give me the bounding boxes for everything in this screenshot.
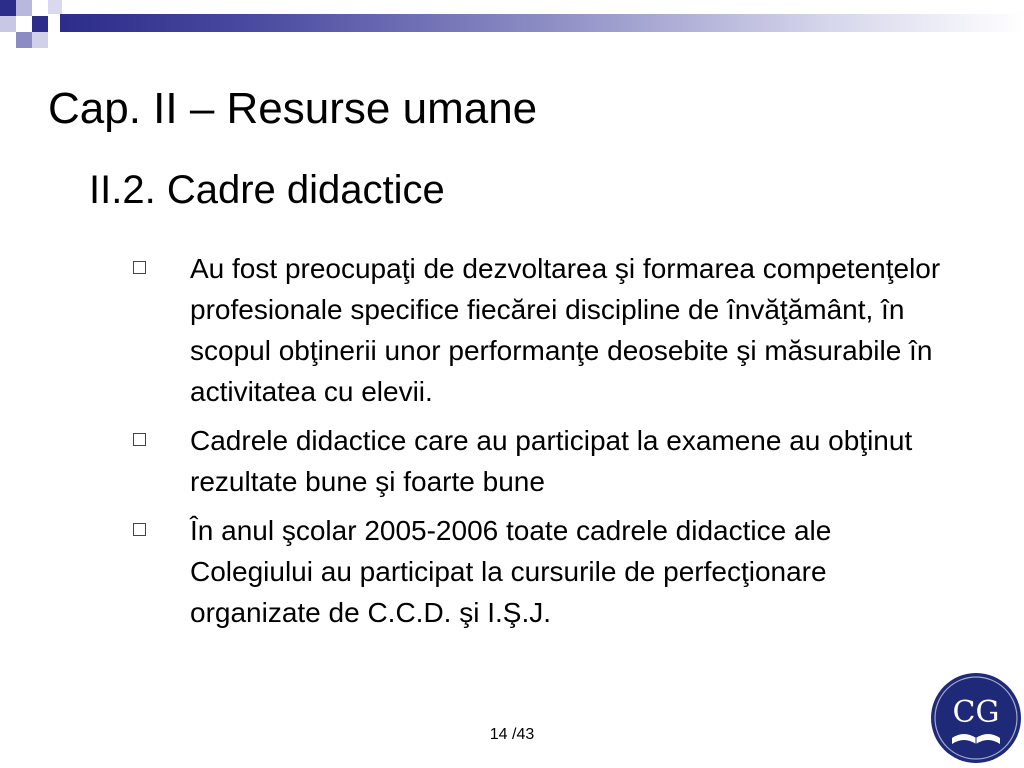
decor-square: [16, 32, 32, 48]
list-item: [130, 420, 960, 502]
gradient-bar: [60, 14, 1024, 32]
list-item: [130, 510, 960, 633]
college-logo-icon: [930, 672, 1022, 764]
square-bullet-icon: [133, 261, 146, 274]
logo-monogram: CG: [952, 695, 1000, 730]
decor-square: [0, 0, 16, 16]
bullet-text: În anul şcolar 2005-2006 toate cadrele didactice ale Colegiului au participat la cursurile de perfecţionare organizate de C.C.D. şi I.Ş.J.: [190, 515, 832, 628]
decor-square: [32, 32, 48, 48]
page-number: 14 /43: [489, 726, 535, 743]
decor-square: [16, 16, 32, 32]
decor-square: [16, 0, 32, 16]
bullet-list: [130, 248, 960, 641]
slide-title: Cap. II – Resurse umane: [48, 84, 538, 133]
decor-square: [48, 0, 62, 14]
slide-subtitle: II.2. Cadre didactice: [89, 168, 445, 212]
square-bullet-icon: [133, 433, 146, 446]
decor-square: [0, 16, 16, 32]
bullet-text: Au fost preocupaţi de dezvoltarea şi formarea competenţelor profesionale specifice fiecărei discipline de învăţământ, în scopul obţinerii unor performanţe deosebite şi măsurabile în activitatea cu elevii.: [190, 253, 941, 407]
bullet-text: Cadrele didactice care au participat la examene au obţinut rezultate bune şi foarte bune: [190, 425, 913, 497]
list-item: [130, 248, 960, 412]
decor-square: [32, 16, 48, 32]
square-bullet-icon: [133, 523, 146, 536]
header-decoration: [0, 0, 1024, 48]
